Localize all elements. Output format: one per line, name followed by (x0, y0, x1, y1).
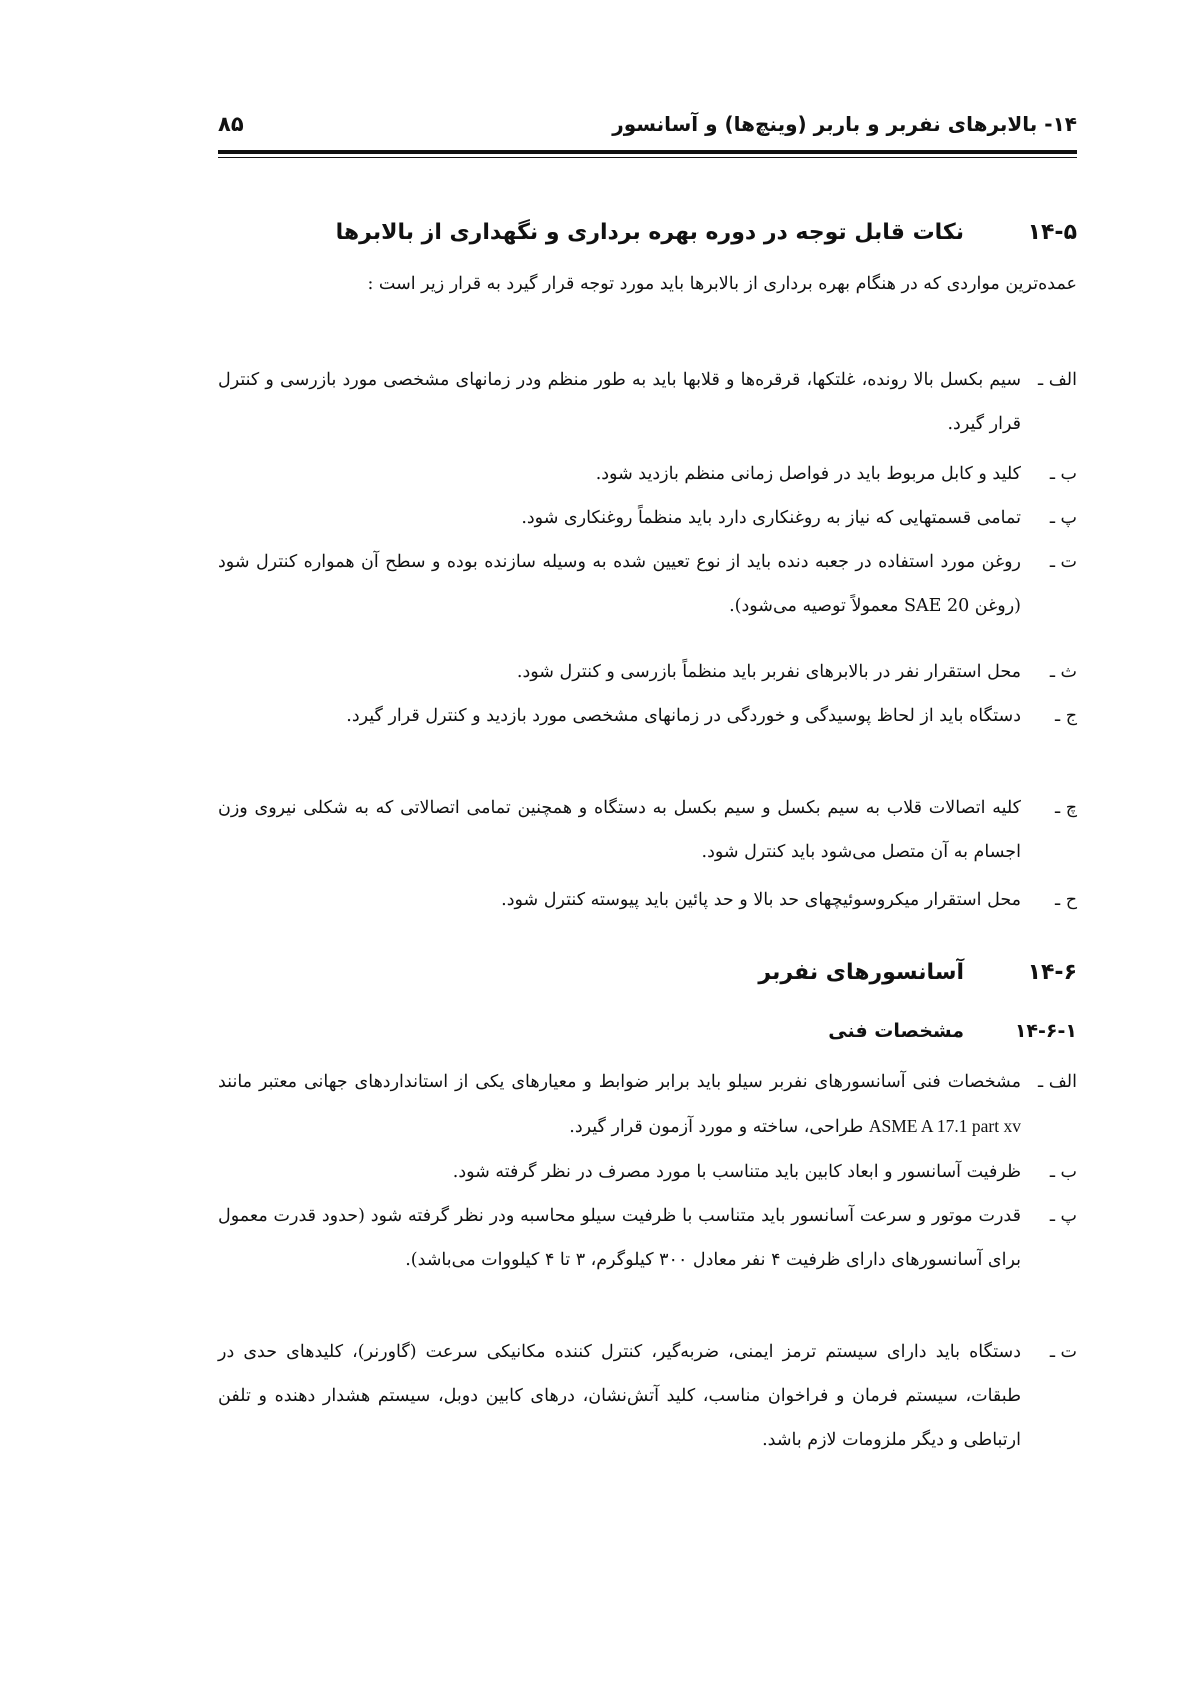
subsection-heading (828, 1020, 1077, 1042)
item-marker: ح ـ (1055, 890, 1077, 910)
item-text: قدرت موتور و سرعت آسانسور باید متناسب با ظرفیت سیلو محاسبه ودر نظر گرفته شود (حدود قدرت معمول برای آسانسورهای دارای ظرفیت ۴ نفر معادل ۳۰۰ کیلوگرم، ۳ تا ۴ کیلووات می‌باشد). (218, 1206, 1021, 1270)
item-text: دستگاه باید دارای سیستم ترمز ایمنی، ضربه‌گیر، کنترل کننده مکانیکی سرعت (گاورنر)، کلیدهای حدی در طبقات، سیستم فرمان و فراخوان مناسب، کلید آتش‌نشان، درهای کابین دوبل، سیستم هشدار دهنده و تلفن ارتباطی و دیگر ملزومات لازم باشد. (218, 1342, 1021, 1450)
item-marker: ج ـ (1055, 706, 1077, 726)
item-marker: ب ـ (1049, 1162, 1077, 1182)
section-heading (336, 220, 1077, 245)
list-item (218, 694, 1077, 738)
item-text: ظرفیت آسانسور و ابعاد کابین باید متناسب با مورد مصرف در نظر گرفته شود. (452, 1162, 1021, 1182)
header-rule-thin (218, 157, 1077, 158)
list-item (218, 496, 1077, 540)
list-item (218, 452, 1077, 496)
item-text: محل استقرار نفر در بالابرهای نفربر باید منظماً بازرسی و کنترل شود. (516, 662, 1021, 682)
standard-reference: ASME A 17.1 part xv (868, 1116, 1021, 1136)
item-text: محل استقرار میکروسوئیچهای حد بالا و حد پائین باید پیوسته کنترل شود. (501, 890, 1021, 910)
list-item (218, 650, 1077, 694)
list-item (218, 358, 1077, 446)
chapter-title: ۱۴- بالابرهای نفربر و باربر (وینچ‌ها) و آسانسور (612, 112, 1077, 136)
item-text-after: طراحی، ساخته و مورد آزمون قرار گیرد. (569, 1117, 869, 1137)
item-marker: ب ـ (1049, 464, 1077, 484)
item-marker: پ ـ (1049, 508, 1077, 528)
section-title: آسانسورهای نفربر (758, 960, 964, 985)
item-marker: ت ـ (1049, 1342, 1077, 1362)
item-marker: الف ـ (1038, 370, 1077, 390)
item-marker: پ ـ (1049, 1206, 1077, 1226)
item-text: سیم بکسل بالا رونده، غلتکها، قرقره‌ها و قلابها باید به طور منظم ودر زمانهای مشخصی مورد بازرسی و کنترل قرار گیرد. (218, 370, 1021, 434)
item-marker: الف ـ (1038, 1072, 1077, 1092)
section-number: ۱۴-۵ (1027, 220, 1077, 245)
list-item (218, 878, 1077, 922)
list-item (218, 786, 1077, 874)
page-number: ۸۵ (218, 112, 244, 136)
header-rule (218, 150, 1077, 154)
item-text (218, 1060, 1021, 1149)
item-text: دستگاه باید از لحاظ پوسیدگی و خوردگی در زمانهای مشخصی مورد بازدید و کنترل قرار گیرد. (346, 706, 1021, 726)
item-text-before: مشخصات فنی آسانسورهای نفربر سیلو باید برابر ضوابط و معیارهای یکی از استانداردهای جهانی معتبر مانند (218, 1072, 1021, 1092)
item-marker: ت ـ (1049, 552, 1077, 572)
running-header (218, 112, 1077, 136)
item-marker: چ ـ (1055, 798, 1077, 818)
list-item (218, 1194, 1077, 1282)
section-number: ۱۴-۶ (1027, 960, 1077, 985)
list-item (218, 1330, 1077, 1462)
list-item (218, 1150, 1077, 1194)
section-title: نکات قابل توجه در دوره بهره برداری و نگهداری از بالابرها (335, 220, 964, 245)
item-text: کلیه اتصالات قلاب به سیم بکسل و سیم بکسل به دستگاه و همچنین تمامی اتصالاتی که به شکلی نیروی وزن اجسام به آن متصل می‌شود باید کنترل شود. (218, 798, 1021, 862)
subsection-title: مشخصات فنی (828, 1020, 964, 1042)
item-text: تمامی قسمتهایی که نیاز به روغنکاری دارد باید منظماً روغنکاری شود. (521, 508, 1021, 528)
intro-paragraph: عمده‌ترین مواردی که در هنگام بهره برداری از بالابرها باید مورد توجه قرار گیرد به قرار زیر است : (367, 274, 1077, 294)
item-text: روغن مورد استفاده در جعبه دنده باید از نوع تعیین شده به وسیله سازنده بوده و سطح آن همواره کنترل شود (روغن SAE 20 معمولاً توصیه می‌شود). (218, 552, 1021, 616)
list-item (218, 1060, 1077, 1149)
section-heading (758, 960, 1077, 985)
item-marker: ث ـ (1049, 662, 1077, 682)
item-text: کلید و کابل مربوط باید در فواصل زمانی منظم بازدید شود. (595, 464, 1021, 484)
list-item (218, 540, 1077, 628)
subsection-number: ۱۴-۶-۱ (1014, 1020, 1077, 1042)
